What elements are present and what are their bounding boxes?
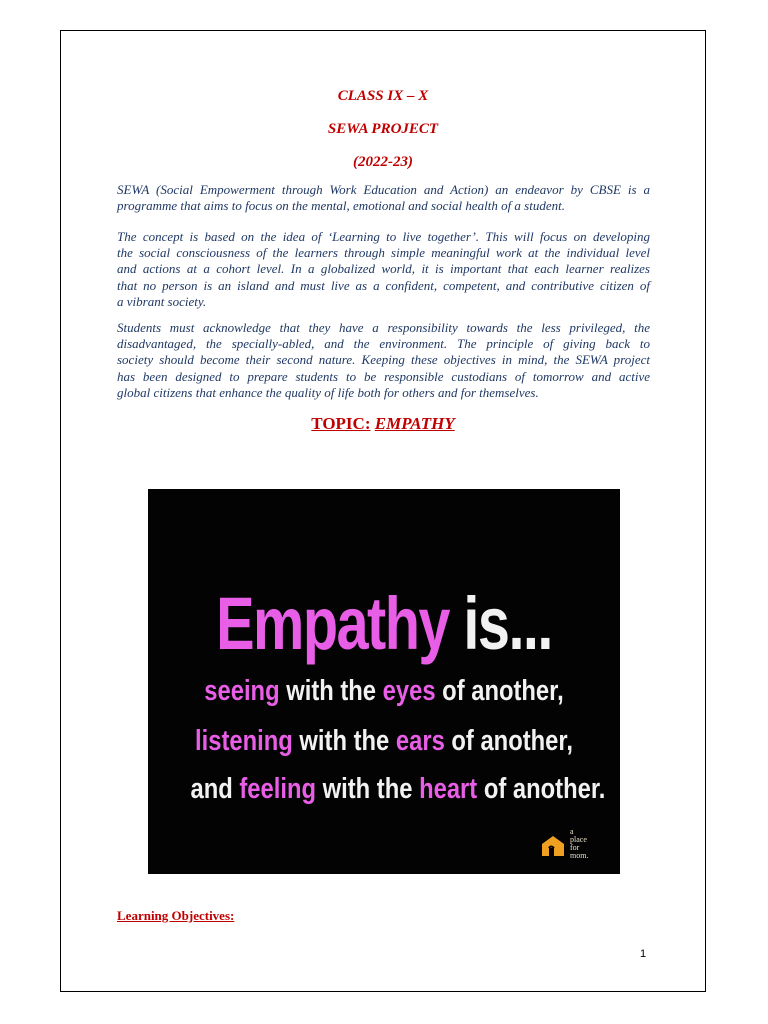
concept-paragraph <box>117 229 650 310</box>
paragraph-line: SEWA (Social Empowerment through Work Education and Action) an endeavor by CBSE is a <box>117 182 650 197</box>
page-number: 1 <box>640 948 647 960</box>
place-for-mom-logo <box>540 828 620 870</box>
logo-word: for <box>570 843 580 852</box>
logo-word: mom. <box>570 851 589 860</box>
empathy-poster-image <box>148 489 620 874</box>
poster-word: seeing <box>204 675 280 707</box>
topic-label: TOPIC: <box>311 414 371 433</box>
poster-line-seeing <box>190 675 577 708</box>
poster-word: heart <box>419 773 478 805</box>
paragraph-line: programme that aims to focus on the mental, emotional and social health of a student. <box>117 198 565 214</box>
year-heading: (2022-23) <box>353 154 413 170</box>
topic-heading <box>60 414 706 434</box>
intro-paragraph <box>117 182 650 214</box>
class-heading: CLASS IX – X <box>337 88 429 104</box>
poster-word: feeling <box>239 773 317 805</box>
paragraph-line: Students must acknowledge that they have a responsibility towards the less privileged, the <box>117 320 650 335</box>
paragraph-line: global citizens that enhance the quality of life both for others and for themselves. <box>117 384 539 400</box>
poster-line-feeling <box>190 773 606 806</box>
paragraph-line: disadvantaged, the specially-abled, and the environment. The principle of giving back to <box>117 336 650 352</box>
poster-word: of another, <box>435 675 564 707</box>
house-icon <box>540 834 566 858</box>
paragraph-line: the social consciousness of the learners through simple meaningful work at the individual level <box>117 245 650 261</box>
logo-text <box>570 828 614 860</box>
topic-value: EMPATHY <box>374 414 455 433</box>
paragraph-line: The concept is based on the idea of ‘Learning to live together’. This will focus on developing <box>117 229 650 244</box>
poster-word: listening <box>195 725 293 757</box>
poster-word: ears <box>395 725 445 757</box>
paragraph-line: and actions at a cohort level. In a globalized world, it is important that each learner realizes <box>117 261 650 277</box>
poster-word: with the <box>292 725 396 757</box>
logo-word: a <box>570 827 574 836</box>
paragraph-line: has been designed to prepare students to be responsible custodians of tomorrow and active <box>117 368 650 384</box>
paragraph-line: a vibrant society. <box>117 293 207 309</box>
learning-objectives-heading: Learning Objectives: <box>117 908 235 923</box>
poster-word: and <box>190 773 240 805</box>
poster-word: with the <box>279 675 383 707</box>
paragraph-line: society should become their second nature. Keeping these objectives in mind, the SEWA project <box>117 352 650 368</box>
poster-word: of another. <box>477 773 606 805</box>
logo-word: place <box>570 835 587 844</box>
poster-word: eyes <box>382 675 436 707</box>
poster-title <box>200 581 568 666</box>
poster-word: of another, <box>444 725 573 757</box>
responsibility-paragraph <box>117 320 650 401</box>
poster-line-listening <box>190 725 577 758</box>
paragraph-line: that no person is an island and must live as a confident, competent, and contributive citizen of <box>117 277 650 293</box>
poster-title-empathy: Empathy <box>216 582 449 665</box>
poster-title-is: is... <box>448 582 552 665</box>
project-heading: SEWA PROJECT <box>327 121 439 137</box>
poster-word: with the <box>316 773 420 805</box>
